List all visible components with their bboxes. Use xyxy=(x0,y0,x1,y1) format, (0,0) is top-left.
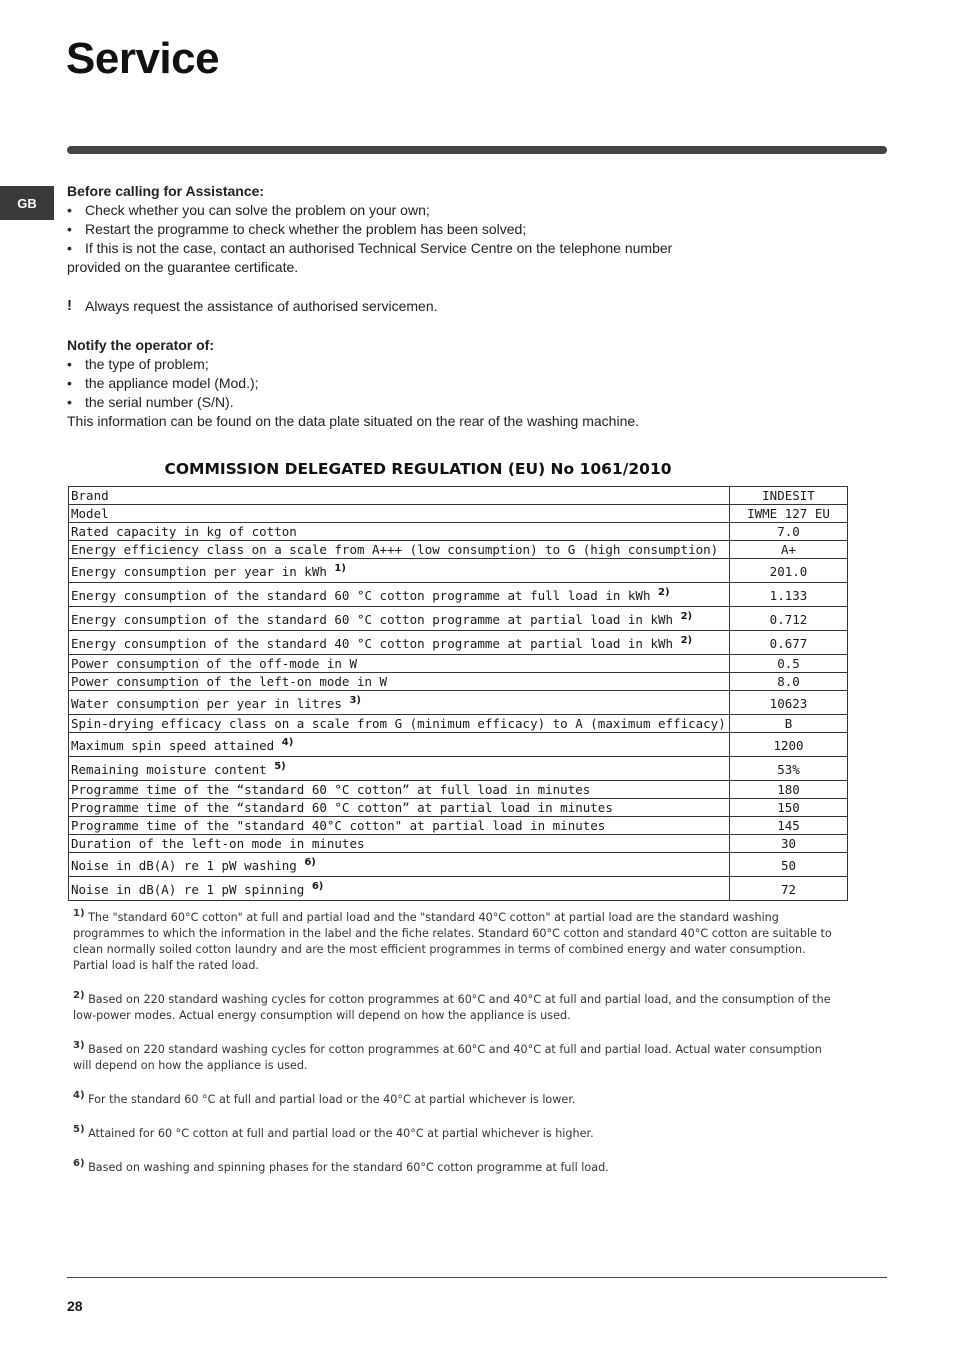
table-row xyxy=(69,733,848,757)
row-label xyxy=(69,607,730,631)
row-value: A+ xyxy=(730,541,848,559)
footnote-number: 6) xyxy=(73,1158,85,1169)
table-row xyxy=(69,757,848,781)
notify-heading: Notify the operator of: xyxy=(67,337,214,353)
page-title: Service xyxy=(66,34,220,83)
row-value: 0.5 xyxy=(730,655,848,673)
row-value: 150 xyxy=(730,799,848,817)
row-label xyxy=(69,487,730,505)
row-label-text: Model xyxy=(71,505,109,521)
row-label-text: Noise in dB(A) re 1 pW washing xyxy=(71,858,297,873)
footnote-ref: 2) xyxy=(680,635,693,646)
table-row xyxy=(69,799,848,817)
row-label xyxy=(69,631,730,655)
row-value: 145 xyxy=(730,817,848,835)
row-value: 1.133 xyxy=(730,583,848,607)
table-row xyxy=(69,583,848,607)
row-label xyxy=(69,733,730,757)
row-label xyxy=(69,853,730,877)
row-label-text: Energy consumption of the standard 40 °C cotton programme at partial load in kWh xyxy=(71,636,674,651)
footnote xyxy=(73,1156,839,1176)
row-label-text: Energy consumption of the standard 60 °C cotton programme at full load in kWh xyxy=(71,588,651,603)
row-label xyxy=(69,757,730,781)
notify-item: • the type of problem; xyxy=(67,355,727,374)
service-instructions xyxy=(67,182,727,431)
footnote-ref: 6) xyxy=(311,881,324,892)
header-divider xyxy=(67,146,887,154)
regulation-title: COMMISSION DELEGATED REGULATION (EU) No 1061/2010 xyxy=(164,460,672,478)
assistance-item: • If this is not the case, contact an authorised Technical Service Centre on the telephone number xyxy=(67,239,727,258)
footnote-ref: 1) xyxy=(334,563,346,574)
table-row xyxy=(69,853,848,877)
notify-item: • the serial number (S/N). xyxy=(67,393,727,412)
row-label-text: Water consumption per year in litres xyxy=(71,696,342,711)
table-row xyxy=(69,715,848,733)
table-row xyxy=(69,541,848,559)
table-row xyxy=(69,691,848,715)
page-number: 28 xyxy=(67,1298,83,1314)
assistance-heading: Before calling for Assistance: xyxy=(67,183,265,199)
row-label xyxy=(69,835,730,853)
assistance-continuation: provided on the guarantee certificate. xyxy=(67,259,299,275)
row-value: 8.0 xyxy=(730,673,848,691)
row-value: 0.712 xyxy=(730,607,848,631)
footer-divider xyxy=(67,1277,887,1278)
footnote xyxy=(73,988,839,1024)
row-label-text: Energy efficiency class on a scale from A+++ (low consumption) to G (high consumption) xyxy=(71,541,719,557)
row-label-text: Duration of the left-on mode in minutes xyxy=(71,835,365,851)
row-value: 10623 xyxy=(730,691,848,715)
warning-icon: ! xyxy=(67,297,72,314)
table-row xyxy=(69,505,848,523)
footnote-text: The "standard 60°C cotton" at full and partial load and the "standard 40°C cotton" at partial load are the standard washing programmes to which the information in the label and the fiche relates. Standard 60°C cotton and standard 40°C cotton are suitable to clean normally soiled cotton laundry and are the most efficient programmes in terms of combined energy and water consumption. Partial load is half the rated load. xyxy=(73,911,832,972)
row-label xyxy=(69,583,730,607)
row-label xyxy=(69,541,730,559)
table-row xyxy=(69,487,848,505)
row-value: 30 xyxy=(730,835,848,853)
footnote-ref: 5) xyxy=(274,761,286,772)
row-value: 72 xyxy=(730,877,848,901)
row-label-text: Rated capacity in kg of cotton xyxy=(71,523,297,539)
row-label-text: Maximum spin speed attained xyxy=(71,738,275,753)
row-label xyxy=(69,505,730,523)
row-value: 180 xyxy=(730,781,848,799)
row-label xyxy=(69,523,730,541)
footnote-number: 5) xyxy=(73,1124,85,1135)
row-label xyxy=(69,655,730,673)
row-value: B xyxy=(730,715,848,733)
table-row xyxy=(69,655,848,673)
assistance-item: • Restart the programme to check whether the problem has been solved; xyxy=(67,220,727,239)
footnote-number: 4) xyxy=(73,1090,85,1101)
table-row xyxy=(69,607,848,631)
footnote-ref: 2) xyxy=(680,611,693,622)
row-value: 201.0 xyxy=(730,559,848,583)
row-label-text: Remaining moisture content xyxy=(71,762,267,777)
row-label xyxy=(69,715,730,733)
row-label xyxy=(69,559,730,583)
table-row xyxy=(69,673,848,691)
row-value: INDESIT xyxy=(730,487,848,505)
language-tab: GB xyxy=(0,186,54,220)
row-label-text: Power consumption of the off-mode in W xyxy=(71,655,357,671)
warning-note xyxy=(67,297,727,316)
footnote-ref: 6) xyxy=(304,857,316,868)
footnote-number: 2) xyxy=(73,990,85,1001)
row-value: 53% xyxy=(730,757,848,781)
row-label xyxy=(69,673,730,691)
table-row xyxy=(69,877,848,901)
row-value: 1200 xyxy=(730,733,848,757)
row-label xyxy=(69,781,730,799)
table-row xyxy=(69,559,848,583)
footnote-text: Based on washing and spinning phases for the standard 60°C cotton programme at full load. xyxy=(88,1161,609,1174)
notify-footer: This information can be found on the data plate situated on the rear of the washing machine. xyxy=(67,413,640,429)
row-label-text: Programme time of the “standard 60 °C cotton” at full load in minutes xyxy=(71,781,591,797)
row-value: IWME 127 EU xyxy=(730,505,848,523)
row-label-text: Noise in dB(A) re 1 pW spinning xyxy=(71,882,305,897)
table-row xyxy=(69,835,848,853)
row-label xyxy=(69,691,730,715)
footnote xyxy=(73,1088,839,1108)
footnote-ref: 3) xyxy=(349,695,361,706)
row-label-text: Spin-drying efficacy class on a scale from G (minimum efficacy) to A (maximum efficacy) xyxy=(71,715,726,731)
footnote-ref: 2) xyxy=(658,587,670,598)
product-fiche-table xyxy=(68,486,848,901)
row-value: 50 xyxy=(730,853,848,877)
table-row xyxy=(69,523,848,541)
footnote-number: 1) xyxy=(73,908,85,919)
row-label-text: Programme time of the "standard 40°C cotton" at partial load in minutes xyxy=(71,817,606,833)
footnote-number: 3) xyxy=(73,1040,85,1051)
row-label xyxy=(69,817,730,835)
row-label-text: Power consumption of the left-on mode in W xyxy=(71,673,388,689)
row-label xyxy=(69,799,730,817)
row-value: 7.0 xyxy=(730,523,848,541)
footnote xyxy=(73,1122,839,1142)
row-value: 0.677 xyxy=(730,631,848,655)
table-row xyxy=(69,631,848,655)
footnote-text: Based on 220 standard washing cycles for cotton programmes at 60°C and 40°C at full and partial load, and the consumption of the low-power modes. Actual energy consumption will depend on how the appliance is used. xyxy=(73,993,831,1022)
table-row xyxy=(69,817,848,835)
row-label xyxy=(69,877,730,901)
footnote xyxy=(73,906,839,974)
table-row xyxy=(69,781,848,799)
assistance-item: • Check whether you can solve the problem on your own; xyxy=(67,201,727,220)
footnote xyxy=(73,1038,839,1074)
warning-text: Always request the assistance of authorised servicemen. xyxy=(85,298,438,314)
footnote-text: For the standard 60 °C at full and partial load or the 40°C at partial whichever is lower. xyxy=(88,1093,576,1106)
notify-item: • the appliance model (Mod.); xyxy=(67,374,727,393)
footnote-ref: 4) xyxy=(281,737,294,748)
row-label-text: Programme time of the “standard 60 °C cotton” at partial load in minutes xyxy=(71,799,613,815)
footnote-text: Based on 220 standard washing cycles for cotton programmes at 60°C and 40°C at full and partial load. Actual water consumption will depend on how the appliance is used. xyxy=(73,1043,822,1072)
footnote-text: Attained for 60 °C cotton at full and partial load or the 40°C at partial whichever is higher. xyxy=(88,1127,594,1140)
row-label-text: Energy consumption of the standard 60 °C cotton programme at partial load in kWh xyxy=(71,612,674,627)
footnotes xyxy=(73,906,839,1190)
row-label-text: Brand xyxy=(71,487,109,503)
row-label-text: Energy consumption per year in kWh xyxy=(71,564,327,579)
